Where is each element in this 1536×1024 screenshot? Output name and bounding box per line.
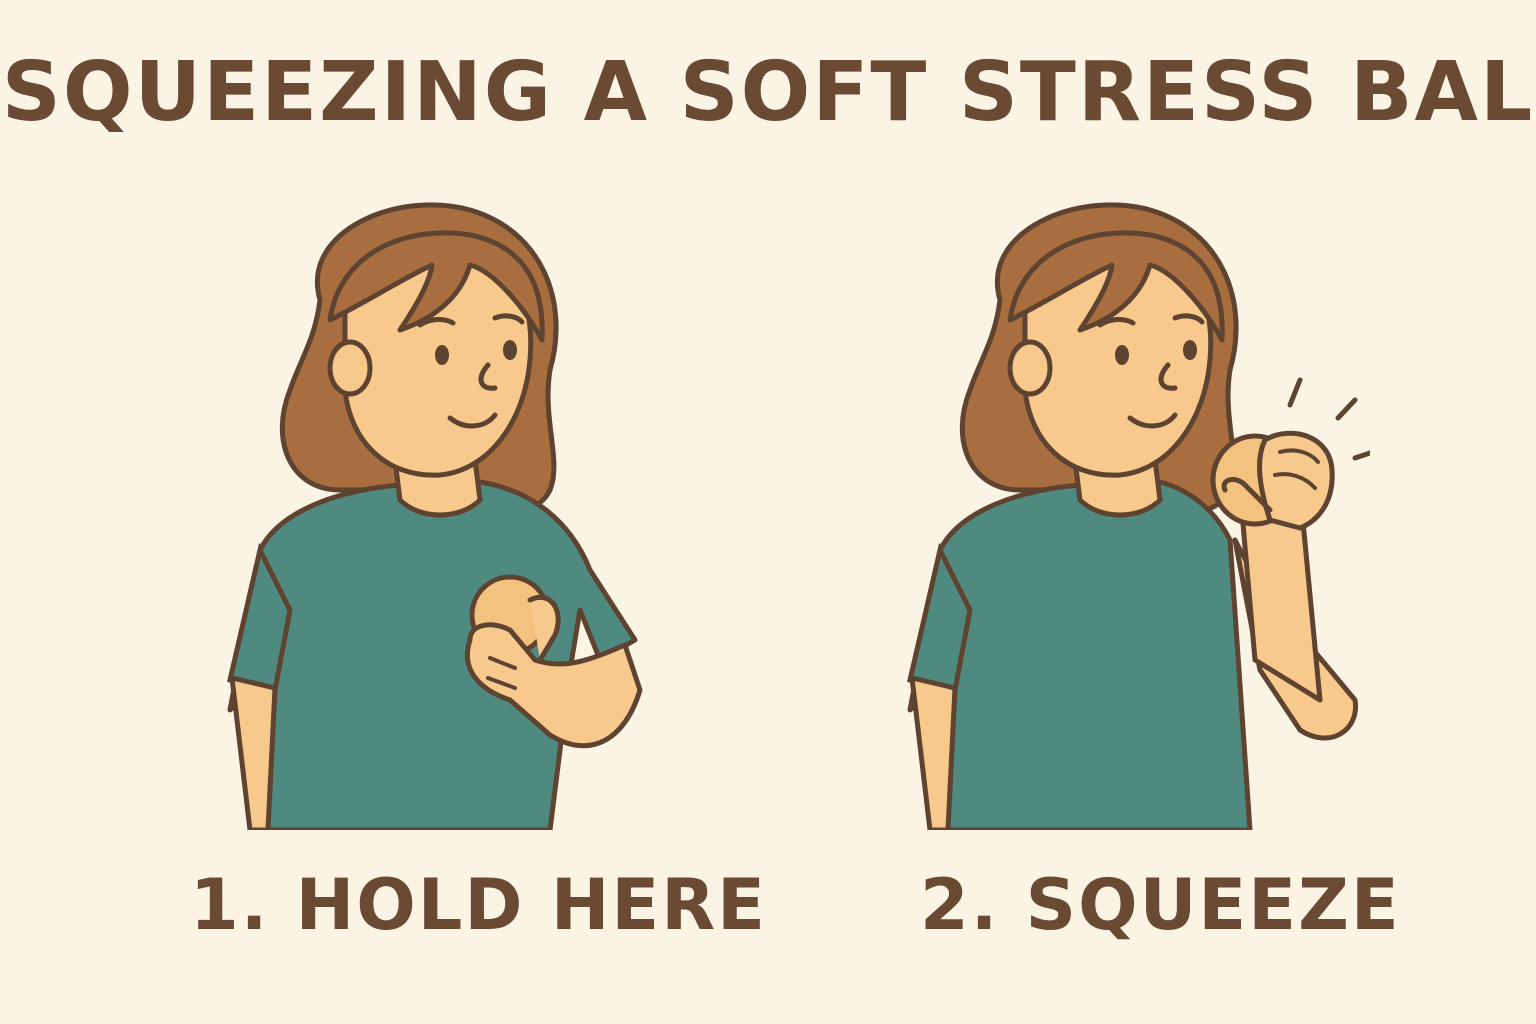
step-1-illustration: [170, 190, 690, 830]
eye-right: [503, 340, 517, 360]
step-1-label: 1. HOLD HERE: [190, 864, 767, 946]
page-title: SQUEEZING A SOFT STRESS BAL: [1, 45, 1535, 140]
person-holding-ball-figure: [170, 190, 690, 830]
motion-line-1: [1290, 380, 1300, 405]
person-squeezing-ball-figure: [850, 190, 1370, 830]
step-2-label: 2. SQUEEZE: [920, 864, 1401, 946]
eye-right: [1183, 340, 1197, 360]
eye-left: [435, 345, 449, 365]
motion-line-2: [1338, 400, 1355, 418]
motion-line-3: [1355, 448, 1370, 458]
fist: [1260, 433, 1333, 528]
shirt: [230, 482, 635, 830]
left-arm: [232, 678, 275, 830]
left-arm: [912, 678, 955, 830]
eye-left: [1115, 345, 1129, 365]
ear: [1010, 342, 1050, 394]
step-2-illustration: [850, 190, 1370, 830]
ear: [330, 342, 370, 394]
